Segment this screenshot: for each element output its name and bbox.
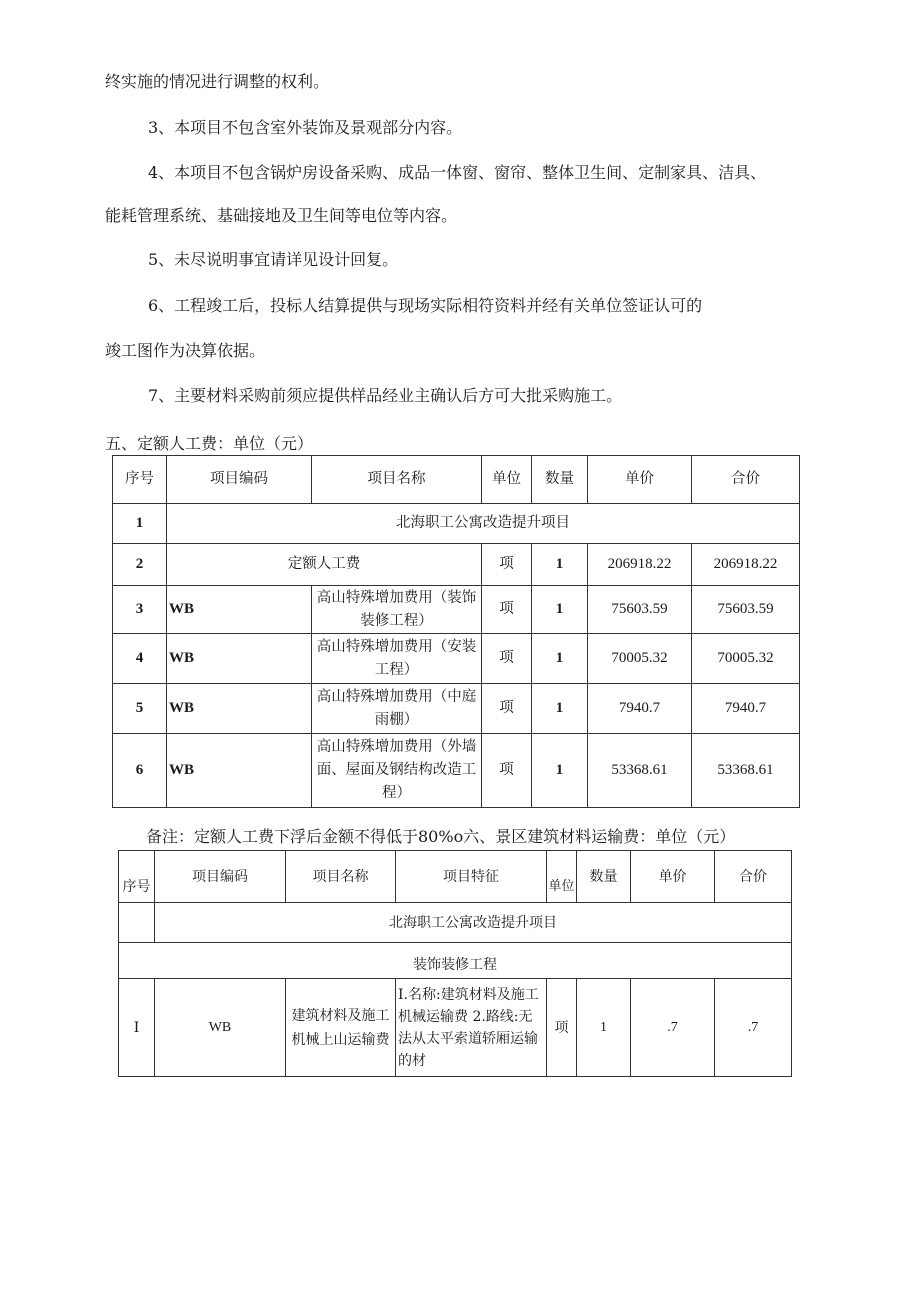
- header-price: 单价: [588, 456, 692, 504]
- row-name: 高山特殊增加费用（外墙面、屋面及钢结构改造工程）: [312, 734, 482, 808]
- row-price: 75603.59: [588, 586, 692, 634]
- header-no: 序号: [119, 851, 155, 903]
- header-code: 项目编码: [167, 456, 312, 504]
- table-row: [113, 586, 800, 634]
- header-unit: 单位: [547, 851, 577, 903]
- table-row: [113, 734, 800, 808]
- row-unit: 项: [482, 544, 532, 586]
- row-price: 7940.7: [588, 684, 692, 734]
- header-code: 项目编码: [155, 851, 286, 903]
- row-price: 70005.32: [588, 634, 692, 684]
- row-code: WB: [167, 684, 312, 734]
- row-qty: 1: [532, 544, 588, 586]
- row-no: 6: [113, 734, 167, 808]
- header-name: 项目名称: [286, 851, 396, 903]
- row-code: WB: [167, 634, 312, 684]
- row-total: 53368.61: [692, 734, 800, 808]
- row-feature: I.名称:建筑材料及施工机械运输费 2.路线:无法从太平索道轿厢运输的材: [396, 979, 547, 1077]
- category-name: 装饰装修工程: [119, 943, 792, 979]
- row-no: 5: [113, 684, 167, 734]
- header-no: 序号: [113, 456, 167, 504]
- row-no: I: [119, 979, 155, 1077]
- header-qty: 数量: [532, 456, 588, 504]
- table-row: [119, 979, 792, 1077]
- paragraph-8: 7、主要材料采购前须应提供样品经业主确认后方可大批采购施工。: [148, 386, 623, 405]
- summary-row: [113, 544, 800, 586]
- row-code: WB: [155, 979, 286, 1077]
- row-price: 53368.61: [588, 734, 692, 808]
- row-unit: 项: [482, 734, 532, 808]
- table-row: [113, 684, 800, 734]
- labor-cost-table: [112, 455, 800, 808]
- row-no: 4: [113, 634, 167, 684]
- paragraph-7: 竣工图作为决算依据。: [105, 341, 266, 360]
- row-no: 3: [113, 586, 167, 634]
- header-price: 单价: [631, 851, 715, 903]
- project-row: [113, 504, 800, 544]
- row-total: .7: [715, 979, 792, 1077]
- row-name: 建筑材料及施工机械上山运输费: [286, 979, 396, 1077]
- table-header-row: [119, 851, 792, 903]
- row-unit: 项: [482, 684, 532, 734]
- row-total: 75603.59: [692, 586, 800, 634]
- table-header-row: [113, 456, 800, 504]
- header-total: 合价: [715, 851, 792, 903]
- paragraph-6: 6、工程竣工后，投标人结算提供与现场实际相符资料并经有关单位签证认可的: [148, 296, 703, 315]
- table-row: [113, 634, 800, 684]
- row-price: 206918.22: [588, 544, 692, 586]
- row-unit: 项: [482, 634, 532, 684]
- row-price: .7: [631, 979, 715, 1077]
- project-name: 北海职工公寓改造提升项目: [155, 903, 792, 943]
- row-no: 1: [113, 504, 167, 544]
- row-code: WB: [167, 586, 312, 634]
- section5-heading: 五、定额人工费：单位（元）: [105, 434, 314, 453]
- row-unit: 项: [547, 979, 577, 1077]
- row-name: 定额人工费: [167, 544, 482, 586]
- row-qty: 1: [532, 586, 588, 634]
- header-name: 项目名称: [312, 456, 482, 504]
- project-row: [119, 903, 792, 943]
- paragraph-1: 终实施的情况进行调整的权利。: [105, 72, 330, 91]
- project-name: 北海职工公寓改造提升项目: [167, 504, 800, 544]
- row-qty: 1: [532, 734, 588, 808]
- row-total: 206918.22: [692, 544, 800, 586]
- header-total: 合价: [692, 456, 800, 504]
- paragraph-2: 3、本项目不包含室外装饰及景观部分内容。: [148, 118, 463, 137]
- header-feature: 项目特征: [396, 851, 547, 903]
- row-name: 高山特殊增加费用（中庭雨棚）: [312, 684, 482, 734]
- row-code: WB: [167, 734, 312, 808]
- row-total: 70005.32: [692, 634, 800, 684]
- row-unit: 项: [482, 586, 532, 634]
- paragraph-4: 能耗管理系统、基础接地及卫生间等电位等内容。: [105, 206, 458, 225]
- header-qty: 数量: [577, 851, 631, 903]
- header-unit: 单位: [482, 456, 532, 504]
- note-and-section6-heading: 备注：定额人工费下浮后金额不得低于80%o六、景区建筑材料运输费：单位（元）: [146, 827, 736, 846]
- row-qty: 1: [532, 634, 588, 684]
- category-row: [119, 943, 792, 979]
- paragraph-3: 4、本项目不包含锅炉房设备采购、成品一体窗、窗帘、整体卫生间、定制家具、洁具、: [148, 163, 767, 182]
- row-qty: 1: [532, 684, 588, 734]
- row-total: 7940.7: [692, 684, 800, 734]
- row-no-empty: [119, 903, 155, 943]
- paragraph-5: 5、未尽说明事宜请详见设计回复。: [148, 250, 399, 269]
- row-name: 高山特殊增加费用（安装工程）: [312, 634, 482, 684]
- transport-cost-table: [118, 850, 792, 1077]
- row-qty: 1: [577, 979, 631, 1077]
- row-no: 2: [113, 544, 167, 586]
- row-name: 高山特殊增加费用（装饰装修工程）: [312, 586, 482, 634]
